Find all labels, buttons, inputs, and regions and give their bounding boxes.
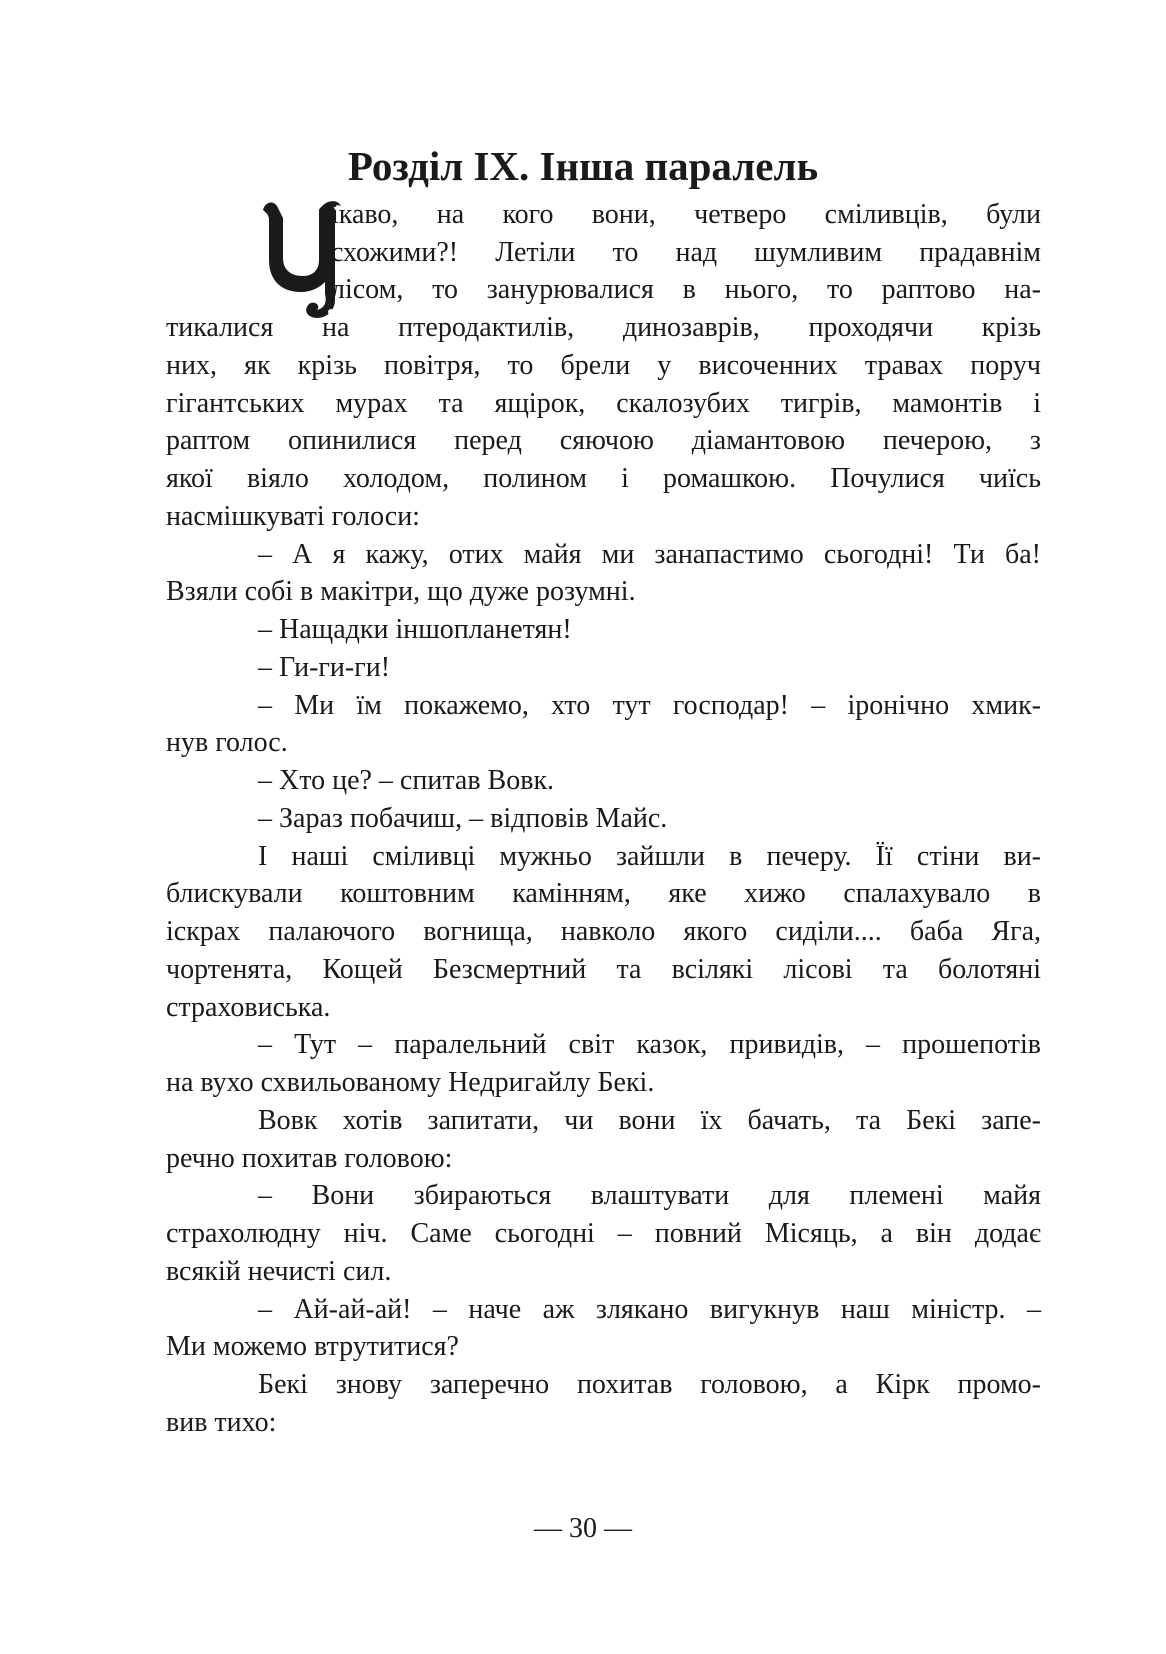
text-line: схожими?! Летіли то над шумливим прадавнім: [331, 237, 1041, 268]
text-line: страховиська.: [166, 992, 331, 1023]
text-line: Вовк хотів запитати, чи вони їх бачать, та Бекі запе-: [258, 1105, 1041, 1136]
text-line: Взяли собі в макітри, що дуже розумні.: [166, 576, 636, 607]
text-line: вив тихо:: [166, 1407, 277, 1438]
text-line: нув голос.: [166, 727, 288, 758]
text-line: – Тут – паралельний світ казок, привидів, – прошепотів: [258, 1029, 1041, 1060]
text-line: насмішкуваті голоси:: [166, 501, 420, 532]
page-number: — 30 —: [534, 1513, 632, 1544]
text-line: блискували коштовним камінням, яке хижо спалахувало в: [166, 878, 1041, 909]
text-line: – Вони збираються влаштувати для племені майя: [258, 1180, 1041, 1211]
text-line: тикалися на птеродактилів, динозаврів, проходячи крізь: [166, 312, 1041, 343]
text-line: чортенята, Кощей Безсмертний та всілякі лісові та болотяні: [166, 954, 1041, 985]
text-line: раптом опинилися перед сяючою діамантовою печерою, з: [166, 425, 1041, 456]
text-line: – Ми їм покажемо, хто тут господар! – іронічно хмик-: [258, 690, 1041, 721]
text-line: страхолюдну ніч. Саме сьогодні – повний Місяць, а він додає: [166, 1218, 1041, 1249]
text-line: всякій нечисті сил.: [166, 1256, 392, 1287]
text-line: ікаво, на кого вони, четверо сміливців, були: [331, 199, 1041, 230]
text-line: речно похитав головою:: [166, 1143, 453, 1174]
text-line: – А я кажу, отих майя ми занапастимо сьогодні! Ти ба!: [258, 539, 1041, 570]
text-line: Ми можемо втрутитися?: [166, 1331, 459, 1362]
text-line: іскрах палаючого вогнища, навколо якого сиділи.... баба Яга,: [166, 916, 1041, 947]
text-line: – Ай-ай-ай! – наче аж злякано вигукнув наш міністр. –: [258, 1294, 1041, 1325]
text-line: гігантських мурах та ящірок, скалозубих тигрів, мамонтів і: [166, 388, 1041, 419]
text-line: якої віяло холодом, полином і ромашкою. Почулися чиїсь: [166, 463, 1041, 494]
text-line: – Нащадки іншопланетян!: [258, 614, 572, 645]
text-line: – Хто це? – спитав Вовк.: [258, 765, 555, 796]
text-line: них, як крізь повітря, то брели у височенних травах поруч: [166, 350, 1041, 381]
text-line: на вухо схвильованому Недригайлу Бекі.: [166, 1067, 655, 1098]
text-line: І наші сміливці мужньо зайшли в печеру. Її стіни ви-: [258, 841, 1041, 872]
text-line: – Зараз побачиш, – відповів Майс.: [258, 803, 668, 834]
text-line: лісом, то занурювалися в нього, то раптово на-: [331, 274, 1041, 305]
chapter-title: Розділ ІХ. Інша паралель: [347, 143, 819, 189]
text-line: – Ги-ги-ги!: [258, 652, 391, 683]
text-line: Бекі знову заперечно похитав головою, а Кірк промо-: [258, 1369, 1041, 1400]
